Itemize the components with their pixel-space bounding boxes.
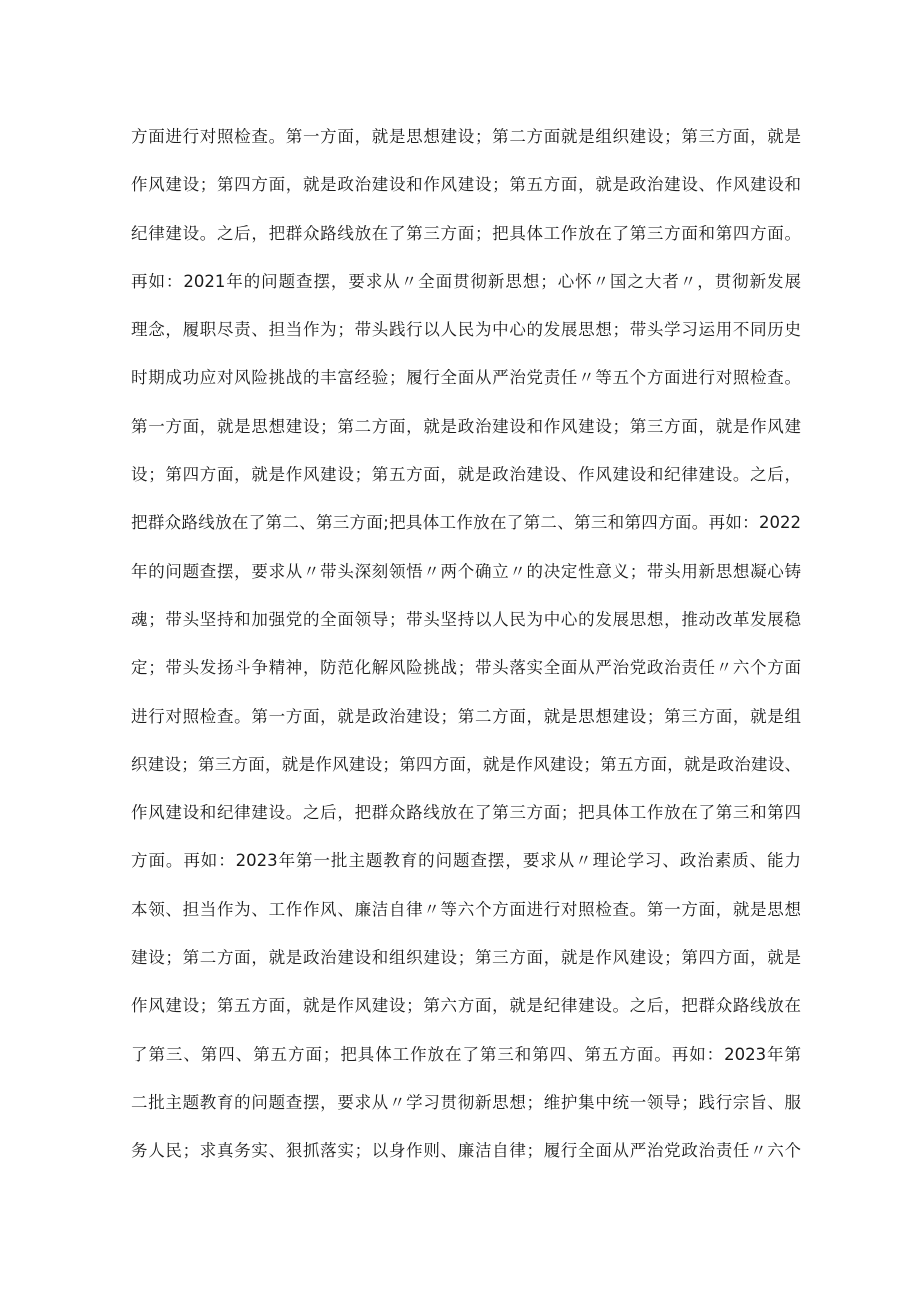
- text-line: 再如：2021年的问题查摆，要求从〃全面贯彻新思想；心怀〃国之大者〃，贯彻新发展: [131, 271, 801, 291]
- text-line: 二批主题教育的问题查摆，要求从〃学习贯彻新思想；维护集中统一领导；践行宗旨、服: [131, 1092, 801, 1112]
- text-line: 把群众路线放在了第二、第三方面;把具体工作放在了第二、第三和第四方面。再如：2022: [131, 513, 801, 533]
- text-line: 定；带头发扬斗争精神，防范化解风险挑战；带头落实全面从严治党政治责任〃六个方面: [131, 658, 801, 678]
- text-line: 织建设；第三方面，就是作风建设；第四方面，就是作风建设；第五方面，就是政治建设、: [131, 754, 801, 774]
- text-line: 方面进行对照检查。第一方面，就是思想建设；第二方面就是组织建设；第三方面，就是: [131, 127, 801, 146]
- text-line: 第一方面，就是思想建设；第二方面，就是政治建设和作风建设；第三方面，就是作风建: [131, 416, 801, 436]
- text-line: 务人民；求真务实、狠抓落实；以身作则、廉洁自律；履行全面从严治党政治责任〃六个: [131, 1141, 801, 1161]
- text-line: 本领、担当作为、工作作风、廉洁自律〃等六个方面进行对照检查。第一方面，就是思想: [131, 899, 801, 919]
- text-line: 作风建设；第五方面，就是作风建设；第六方面，就是纪律建设。之后，把群众路线放在: [131, 996, 801, 1016]
- text-line: 纪律建设。之后，把群众路线放在了第三方面；把具体工作放在了第三方面和第四方面。: [131, 223, 801, 243]
- text-line: 魂；带头坚持和加强党的全面领导；带头坚持以人民为中心的发展思想，推动改革发展稳: [131, 609, 801, 629]
- text-line: 了第三、第四、第五方面；把具体工作放在了第三和第四、第五方面。再如：2023年第: [131, 1044, 801, 1064]
- text-line: 时期成功应对风险挑战的丰富经验；履行全面从严治党责任〃等五个方面进行对照检查。: [131, 368, 801, 388]
- text-line: 理念，履职尽责、担当作为；带头践行以人民为中心的发展思想；带头学习运用不同历史: [131, 320, 801, 340]
- text-line: 作风建设；第四方面，就是政治建设和作风建设；第五方面，就是政治建设、作风建设和: [131, 175, 801, 195]
- text-line: 设；第四方面，就是作风建设；第五方面，就是政治建设、作风建设和纪律建设。之后，: [131, 465, 801, 485]
- body-text: [131, 113, 801, 1176]
- text-line: 进行对照检查。第一方面，就是政治建设；第二方面，就是思想建设；第三方面，就是组: [131, 706, 801, 726]
- text-line: 年的问题查摆，要求从〃带头深刻领悟〃两个确立〃的决定性意义；带头用新思想凝心铸: [131, 561, 801, 581]
- text-line: 建设；第二方面，就是政治建设和组织建设；第三方面，就是作风建设；第四方面，就是: [131, 948, 801, 968]
- text-line: 方面。再如：2023年第一批主题教育的问题查摆，要求从〃理论学习、政治素质、能力: [131, 851, 801, 871]
- text-line: 作风建设和纪律建设。之后，把群众路线放在了第三方面；把具体工作放在了第三和第四: [131, 803, 801, 823]
